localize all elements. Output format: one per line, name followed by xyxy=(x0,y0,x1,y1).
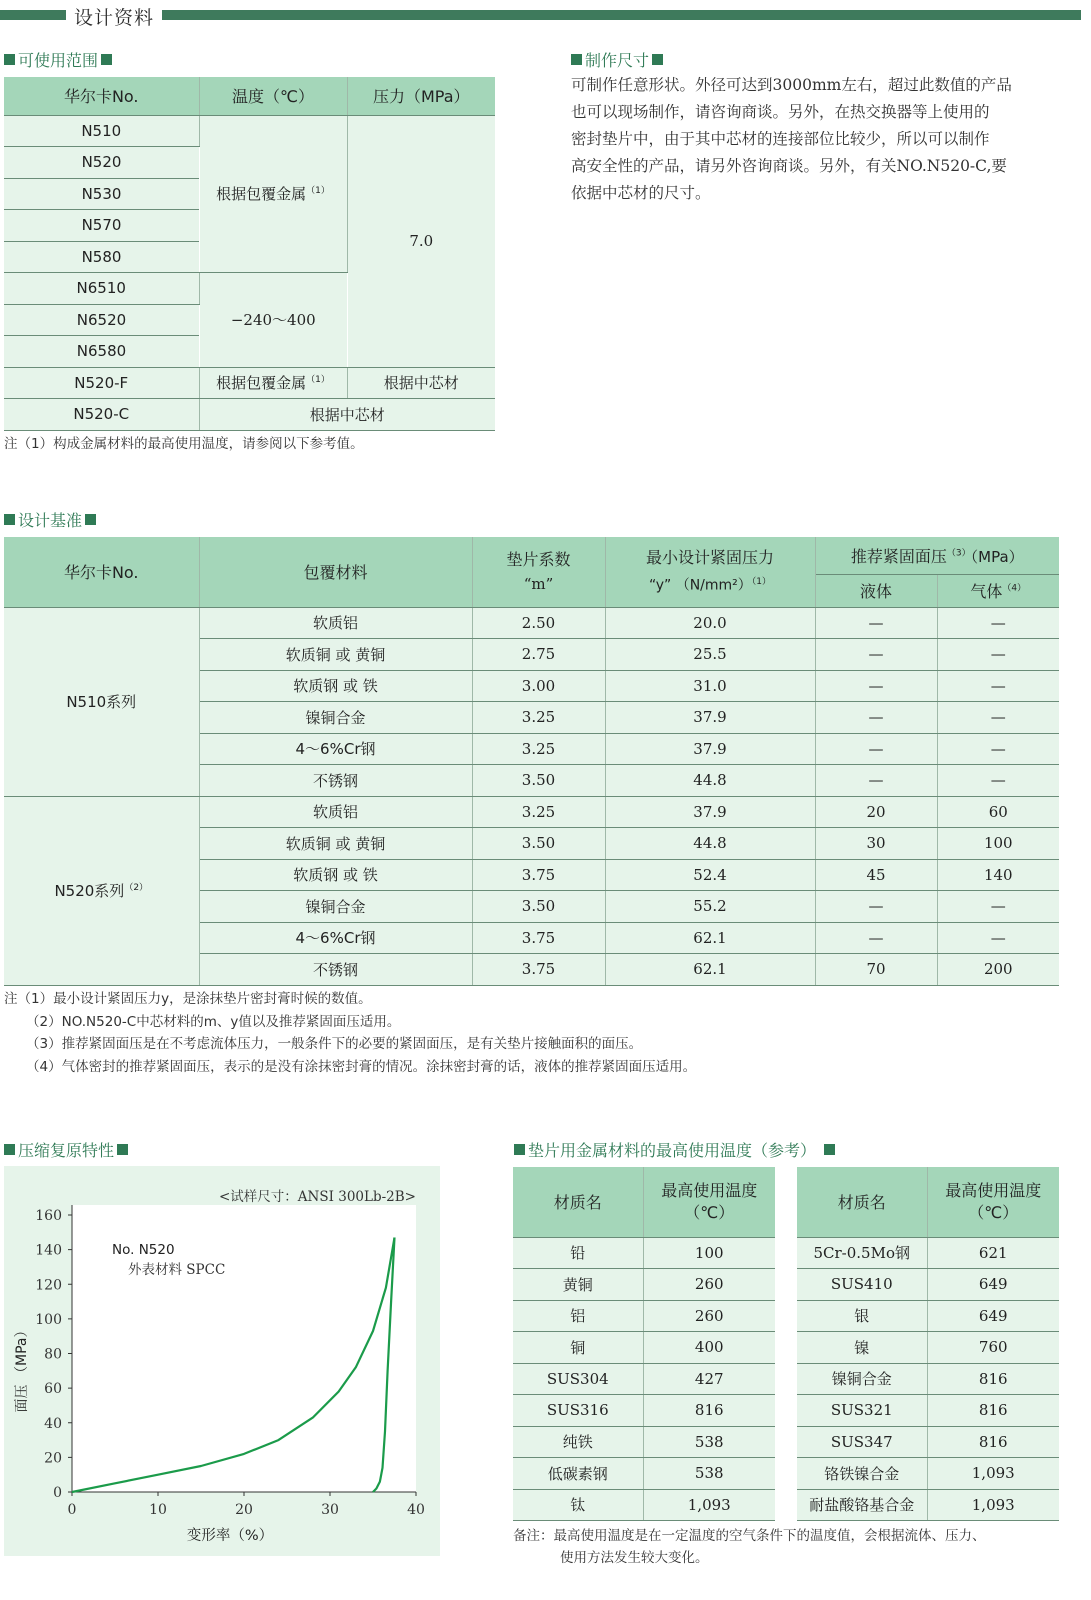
design-note: （4）气体密封的推荐紧固面压，表示的是没有涂抹密封膏的情况。涂抹密封膏的话，液体的推荐紧固面压适用。 xyxy=(26,1058,697,1075)
material-name-cell: 耐盐酸铬基合金 xyxy=(797,1489,927,1521)
material-name-cell: SUS304 xyxy=(513,1363,643,1395)
col-m-sub: “m” xyxy=(523,574,554,593)
temp-group1-text: 根据包覆金属 xyxy=(216,185,307,204)
material-cell: 不锈钢 xyxy=(199,954,472,986)
square-bullet-icon xyxy=(4,514,15,525)
material-cell: 软质铝 xyxy=(199,607,472,639)
col-header-pressure: 压力（MPa） xyxy=(347,77,495,115)
max-temp-cell: 1,093 xyxy=(643,1489,775,1521)
material-cell: 软质铝 xyxy=(199,796,472,828)
size-line: 依据中芯材的尺寸。 xyxy=(571,184,711,202)
design-basis-heading xyxy=(4,508,99,531)
max-temp-heading-text: 垫片用金属材料的最高使用温度（参考） xyxy=(528,1141,817,1160)
m-value-cell: 3.75 xyxy=(472,859,605,891)
material-name-cell: SUS321 xyxy=(797,1395,927,1427)
max-temp-cell: 621 xyxy=(927,1237,1059,1269)
liquid-cell: — xyxy=(815,733,937,765)
material-name-cell: 5Cr-0.5Mo钢 xyxy=(797,1237,927,1269)
m-value-cell: 3.50 xyxy=(472,765,605,797)
table-row xyxy=(797,1237,1059,1269)
table-row xyxy=(513,1426,775,1458)
material-name-cell: SUS347 xyxy=(797,1426,927,1458)
m-value-cell: 2.75 xyxy=(472,639,605,671)
max-temp-cell: 400 xyxy=(643,1332,775,1364)
max-temp-cell: 649 xyxy=(927,1300,1059,1332)
model-cell: N520-C xyxy=(4,399,199,431)
y-value-cell: 55.2 xyxy=(605,891,815,923)
max-temp-cell: 760 xyxy=(927,1332,1059,1364)
y-tick-label: 120 xyxy=(35,1277,62,1294)
table-row xyxy=(4,796,1059,828)
liquid-cell: — xyxy=(815,607,937,639)
col-header-max-temp xyxy=(927,1167,1059,1237)
material-cell: 不锈钢 xyxy=(199,765,472,797)
max-temp-left-body xyxy=(513,1237,775,1521)
material-name-cell: 镍铜合金 xyxy=(797,1363,927,1395)
y-tick-label: 100 xyxy=(35,1311,62,1328)
col-header-recommended xyxy=(815,537,1059,574)
col-header-gas xyxy=(937,574,1059,607)
col-max-temp-unit: （℃） xyxy=(684,1202,735,1222)
gas-cell: — xyxy=(937,891,1059,923)
gas-cell: 100 xyxy=(937,828,1059,860)
m-value-cell: 3.50 xyxy=(472,828,605,860)
series-name-cell: N510系列 xyxy=(4,607,199,796)
material-name-cell: 镍 xyxy=(797,1332,927,1364)
col-m-title: 垫片系数 xyxy=(506,549,571,569)
size-line: 密封垫片中，由于其中芯材的连接部位比较少，所以可以制作 xyxy=(571,130,990,148)
liquid-cell: — xyxy=(815,702,937,734)
table-row xyxy=(4,607,1059,639)
m-value-cell: 3.50 xyxy=(472,891,605,923)
max-temp-cell: 538 xyxy=(643,1458,775,1490)
m-value-cell: 2.50 xyxy=(472,607,605,639)
footnote-mark: （1） xyxy=(306,186,330,197)
col-y-title: 最小设计紧固压力 xyxy=(645,547,774,567)
col-header-material: 包覆材料 xyxy=(199,537,472,607)
m-value-cell: 3.00 xyxy=(472,670,605,702)
model-cell: N570 xyxy=(4,210,199,242)
compression-heading xyxy=(4,1138,131,1161)
table-row xyxy=(797,1395,1059,1427)
material-name-cell: 铜 xyxy=(513,1332,643,1364)
max-temp-note-line: 备注：最高使用温度是在一定温度的空气条件下的温度值，会根据流体、压力、 xyxy=(513,1528,986,1544)
n520f-pressure-cell: 根据中芯材 xyxy=(347,367,495,399)
design-basis-notes xyxy=(4,988,696,1078)
table-row xyxy=(797,1489,1059,1521)
m-value-cell: 3.75 xyxy=(472,954,605,986)
y-value-cell: 37.9 xyxy=(605,702,815,734)
m-value-cell: 3.25 xyxy=(472,702,605,734)
model-cell: N580 xyxy=(4,241,199,273)
material-name-cell: 铝 xyxy=(513,1300,643,1332)
y-value-cell: 37.9 xyxy=(605,733,815,765)
model-cell: N530 xyxy=(4,178,199,210)
max-temp-note xyxy=(513,1525,986,1569)
chart-title: <试样尺寸：ANSI 300Lb-2B> xyxy=(218,1189,416,1205)
y-tick-label: 60 xyxy=(44,1381,62,1398)
gas-cell: — xyxy=(937,639,1059,671)
gas-cell: — xyxy=(937,922,1059,954)
col-header-model: 华尔卡No. xyxy=(4,537,199,607)
square-bullet-icon xyxy=(824,1144,835,1155)
size-heading-text: 制作尺寸 xyxy=(585,51,650,70)
n520c-value-cell: 根据中芯材 xyxy=(199,399,495,431)
y-value-cell: 37.9 xyxy=(605,796,815,828)
max-temp-heading xyxy=(514,1138,838,1161)
gas-cell: 140 xyxy=(937,859,1059,891)
y-value-cell: 44.8 xyxy=(605,765,815,797)
usable-range-heading-text: 可使用范围 xyxy=(18,51,99,70)
liquid-cell: — xyxy=(815,922,937,954)
usable-range-heading xyxy=(4,48,115,71)
material-name-cell: 黄铜 xyxy=(513,1269,643,1301)
col-max-temp-title: 最高使用温度 xyxy=(661,1180,758,1200)
model-cell: N510 xyxy=(4,115,199,147)
header-bar-left xyxy=(0,10,66,20)
square-bullet-icon xyxy=(571,54,582,65)
page-title: 设计资料 xyxy=(74,7,155,29)
design-note: （3）推荐紧固面压是在不考虑流体压力，一般条件下的必要的紧固面压，是有关垫片接触面积的面压。 xyxy=(26,1036,643,1052)
square-bullet-icon xyxy=(101,54,112,65)
size-line: 可制作任意形状。外径可达到3000mm左右，超过此数值的产品 xyxy=(571,76,1012,94)
liquid-cell: 45 xyxy=(815,859,937,891)
n520f-temp-cell xyxy=(199,367,347,399)
col-header-max-temp xyxy=(643,1167,775,1237)
compression-chart xyxy=(0,1166,440,1560)
max-temp-table-left xyxy=(513,1167,775,1521)
material-name-cell: 纯铁 xyxy=(513,1426,643,1458)
model-cell: N520 xyxy=(4,147,199,179)
square-bullet-icon xyxy=(4,1144,15,1155)
y-tick-label: 140 xyxy=(35,1242,62,1259)
header-bar-right xyxy=(162,10,1081,20)
table-row xyxy=(513,1269,775,1301)
table-row xyxy=(797,1426,1059,1458)
size-line: 高安全性的产品，请另外咨询商谈。另外，有关NO.N520-C,要 xyxy=(571,157,1007,175)
max-temp-cell: 816 xyxy=(927,1395,1059,1427)
max-temp-right-body xyxy=(797,1237,1059,1521)
col-header-y xyxy=(605,537,815,607)
x-axis-label: 变形率（%） xyxy=(186,1528,274,1544)
col-gas-title: 气体 xyxy=(970,582,1003,601)
y-value-cell: 31.0 xyxy=(605,670,815,702)
design-note: 注（1）最小设计紧固压力y，是涂抹垫片密封膏时候的数值。 xyxy=(4,991,372,1007)
gas-cell: — xyxy=(937,702,1059,734)
m-value-cell: 3.25 xyxy=(472,733,605,765)
square-bullet-icon xyxy=(117,1144,128,1155)
liquid-cell: — xyxy=(815,639,937,671)
material-cell: 软质铜 或 黄铜 xyxy=(199,828,472,860)
y-tick-label: 160 xyxy=(35,1208,62,1224)
material-name-cell: 钛 xyxy=(513,1489,643,1521)
max-temp-cell: 260 xyxy=(643,1300,775,1332)
max-temp-cell: 649 xyxy=(927,1269,1059,1301)
y-value-cell: 52.4 xyxy=(605,859,815,891)
max-temp-cell: 816 xyxy=(643,1395,775,1427)
max-temp-cell: 100 xyxy=(643,1237,775,1269)
col-rec-unit: （MPa） xyxy=(970,547,1024,566)
material-name-cell: 铅 xyxy=(513,1237,643,1269)
design-note: （2）NO.N520-C中芯材料的m、y值以及推荐紧固面压适用。 xyxy=(26,1013,401,1030)
y-value-cell: 20.0 xyxy=(605,607,815,639)
x-tick-label: 30 xyxy=(321,1502,339,1518)
table-row xyxy=(797,1458,1059,1490)
y-tick-label: 0 xyxy=(53,1485,62,1501)
table-row xyxy=(513,1363,775,1395)
table-row xyxy=(797,1300,1059,1332)
footnote-mark: （1） xyxy=(751,576,772,587)
model-cell: N520-F xyxy=(4,367,199,399)
square-bullet-icon xyxy=(85,514,96,525)
y-value-cell: 62.1 xyxy=(605,954,815,986)
m-value-cell: 3.75 xyxy=(472,922,605,954)
gas-cell: — xyxy=(937,765,1059,797)
gas-cell: — xyxy=(937,733,1059,765)
footnote-mark: （4） xyxy=(1002,583,1027,594)
y-tick-label: 40 xyxy=(44,1415,62,1432)
col-header-temperature: 温度（℃） xyxy=(199,77,347,115)
table-row xyxy=(513,1395,775,1427)
model-cell: N6580 xyxy=(4,336,199,368)
table-row xyxy=(513,1332,775,1364)
material-name-cell: 银 xyxy=(797,1300,927,1332)
material-name-cell: SUS410 xyxy=(797,1269,927,1301)
x-tick-label: 10 xyxy=(149,1502,167,1518)
design-basis-heading-text: 设计基准 xyxy=(18,511,83,530)
temp-group1-cell xyxy=(199,115,347,273)
series-name-text: N520系列 xyxy=(54,882,125,900)
col-y-sub: “y” （N/mm²） xyxy=(648,577,752,594)
liquid-cell: 30 xyxy=(815,828,937,860)
table-row xyxy=(797,1363,1059,1395)
material-name-cell: 低碳素钢 xyxy=(513,1458,643,1490)
y-value-cell: 44.8 xyxy=(605,828,815,860)
max-temp-cell: 260 xyxy=(643,1269,775,1301)
footnote-mark: （2） xyxy=(124,883,149,893)
col-header-material-name: 材质名 xyxy=(797,1167,927,1237)
design-basis-body xyxy=(4,607,1059,985)
series-name-cell xyxy=(4,796,199,985)
footnote-mark: （1） xyxy=(306,375,330,386)
x-tick-label: 40 xyxy=(407,1502,425,1518)
design-basis-table xyxy=(4,537,1059,986)
material-name-cell: SUS316 xyxy=(513,1395,643,1427)
col-max-temp-title: 最高使用温度 xyxy=(945,1180,1042,1200)
table-row xyxy=(513,1300,775,1332)
col-header-m xyxy=(472,537,605,607)
max-temp-cell: 427 xyxy=(643,1363,775,1395)
size-heading xyxy=(571,48,666,71)
material-cell: 镍铜合金 xyxy=(199,891,472,923)
table-row xyxy=(797,1332,1059,1364)
square-bullet-icon xyxy=(4,54,15,65)
col-header-material-name: 材质名 xyxy=(513,1167,643,1237)
model-cell: N6520 xyxy=(4,304,199,336)
model-cell: N6510 xyxy=(4,273,199,305)
col-max-temp-unit: （℃） xyxy=(968,1202,1019,1222)
y-tick-label: 80 xyxy=(44,1346,62,1363)
liquid-cell: 70 xyxy=(815,954,937,986)
max-temp-cell: 1,093 xyxy=(927,1458,1059,1490)
material-cell: 4～6%Cr钢 xyxy=(199,922,472,954)
y-value-cell: 62.1 xyxy=(605,922,815,954)
table-row xyxy=(797,1269,1059,1301)
material-name-cell: 铬铁镍合金 xyxy=(797,1458,927,1490)
col-rec-title: 推荐紧固面压 xyxy=(850,546,947,566)
temp-group2-cell: −240～400 xyxy=(199,273,347,368)
pressure-value-cell: 7.0 xyxy=(347,115,495,367)
max-temp-cell: 816 xyxy=(927,1426,1059,1458)
legend-model: No. N520 xyxy=(112,1242,175,1258)
gas-cell: 60 xyxy=(937,796,1059,828)
table-row xyxy=(513,1458,775,1490)
material-cell: 软质钢 或 铁 xyxy=(199,859,472,891)
liquid-cell: — xyxy=(815,670,937,702)
col-header-liquid: 液体 xyxy=(815,574,937,607)
y-value-cell: 25.5 xyxy=(605,639,815,671)
y-tick-label: 20 xyxy=(44,1450,62,1467)
n520f-temp-text: 根据包覆金属 xyxy=(216,374,307,393)
size-paragraph xyxy=(571,72,1071,207)
y-axis-label: 面压 （MPa） xyxy=(14,1323,30,1413)
material-cell: 软质钢 或 铁 xyxy=(199,670,472,702)
liquid-cell: — xyxy=(815,765,937,797)
max-temp-cell: 816 xyxy=(927,1363,1059,1395)
gas-cell: — xyxy=(937,670,1059,702)
material-cell: 镍铜合金 xyxy=(199,702,472,734)
col-header-model: 华尔卡No. xyxy=(4,77,199,115)
x-tick-label: 20 xyxy=(235,1502,253,1518)
x-tick-label: 0 xyxy=(67,1502,77,1518)
material-cell: 软质铜 或 黄铜 xyxy=(199,639,472,671)
m-value-cell: 3.25 xyxy=(472,796,605,828)
size-line: 也可以现场制作，请咨询商谈。另外，在热交换器等上使用的 xyxy=(571,103,990,121)
compression-heading-text: 压缩复原特性 xyxy=(18,1141,115,1160)
gas-cell: 200 xyxy=(937,954,1059,986)
max-temp-cell: 1,093 xyxy=(927,1489,1059,1521)
usable-range-table xyxy=(4,77,495,431)
table-row xyxy=(513,1237,775,1269)
liquid-cell: — xyxy=(815,891,937,923)
material-cell: 4～6%Cr钢 xyxy=(199,733,472,765)
max-temp-note-line: 使用方法发生较大变化。 xyxy=(560,1550,709,1566)
max-temp-table-right xyxy=(797,1167,1059,1521)
usable-range-note: 注（1）构成金属材料的最高使用温度，请参阅以下参考值。 xyxy=(4,436,364,452)
max-temp-cell: 538 xyxy=(643,1426,775,1458)
square-bullet-icon xyxy=(514,1144,525,1155)
legend-material: 外表材料 SPCC xyxy=(128,1262,226,1278)
liquid-cell: 20 xyxy=(815,796,937,828)
gas-cell: — xyxy=(937,607,1059,639)
table-row xyxy=(513,1489,775,1521)
square-bullet-icon xyxy=(652,54,663,65)
footnote-mark: （3） xyxy=(946,548,971,559)
